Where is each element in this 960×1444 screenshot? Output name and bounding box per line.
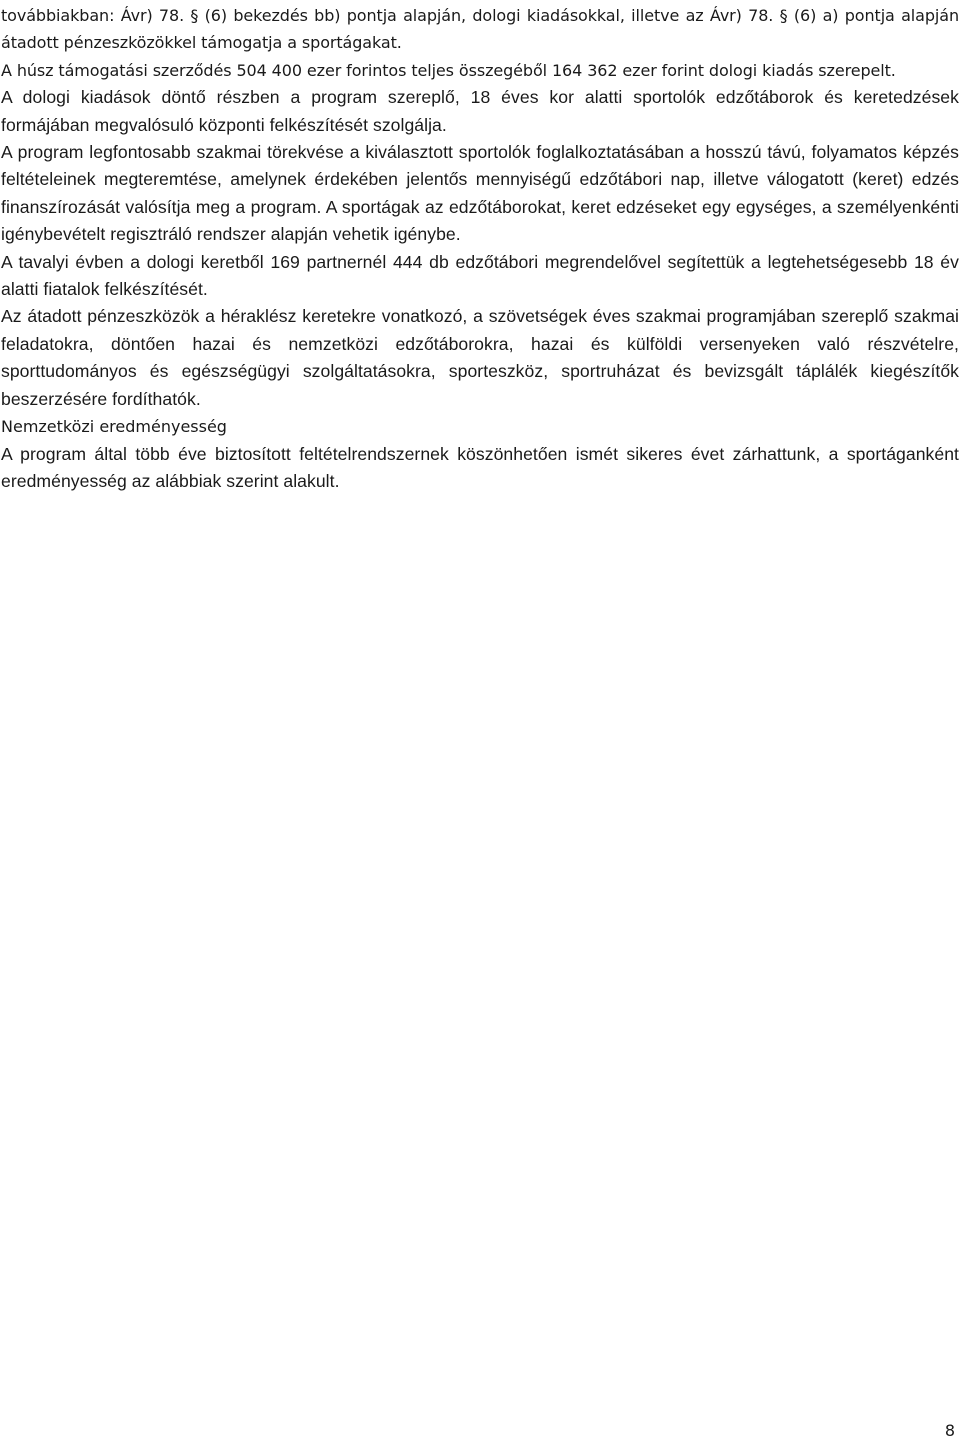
paragraph-results-intro: A program által több éve biztosított feltételrendszernek köszönhetően ismét sikeres évet zárhattunk, a sportáganként eredményesség az alábbiak szerint alakult. (1, 443, 959, 491)
paragraph-transferred-funds: Az átadott pénzeszközök a héraklész keretekre vonatkozó, a szövetségek éves szakmai programjában szereplő szakmai feladatokra, döntően hazai és nemzetközi edzőtáborokra, hazai és külföldi versenyeken való részvételre, sporttudományos és egészségügyi szolgáltatásokra, sporteszköz, sportruházat és bevizsgált táplálék kiegészítők beszerzésére fordíthatók. (1, 306, 959, 409)
paragraph-material-expenses: A dologi kiadások döntő részben a program szereplő, 18 éves kor alatti sportolók edzőtáborok és keretedzések formájában megvalósuló központi felkészítését szolgálja. (1, 87, 959, 135)
paragraph-program-goals: A program legfontosabb szakmai törekvése a kiválasztott sportolók foglalkoztatásában a hosszú távú, folyamatos képzés feltételeinek megteremtése, amelynek érdekében jelentős mennyiségű edzőtábori nap, illetve válogatott (keret) edzés finanszírozását valósítja meg a program. A sportágak az edzőtáborokat, keret edzéseket egy egységes, a személyenkénti igénybevételt regisztráló rendszer alapján vehetik igénybe. (1, 142, 959, 245)
paragraph-contract-total: A húsz támogatási szerződés 504 400 ezer forintos teljes összegéből 164 362 ezer forint dologi kiadás szerepelt. (1, 60, 896, 80)
section-heading: Nemzetközi eredményesség (1, 417, 227, 437)
page-number: 8 (944, 1421, 955, 1440)
paragraph-avr-reference: továbbiakban: Ávr) 78. § (6) bekezdés bb) pontja alapján, dologi kiadásokkal, illetve az Ávr) 78. § (6) a) pontja alapján átadott pénzeszközökkel támogatja a sportágakat. (1, 6, 959, 53)
paragraph-last-year: A tavalyi évben a dologi keretből 169 partnernél 444 db edzőtábori megrendelővel segítettük a legtehetségesebb 18 év alatti fiatalok felkészítését. (1, 251, 959, 300)
document-body (1, 2, 959, 495)
